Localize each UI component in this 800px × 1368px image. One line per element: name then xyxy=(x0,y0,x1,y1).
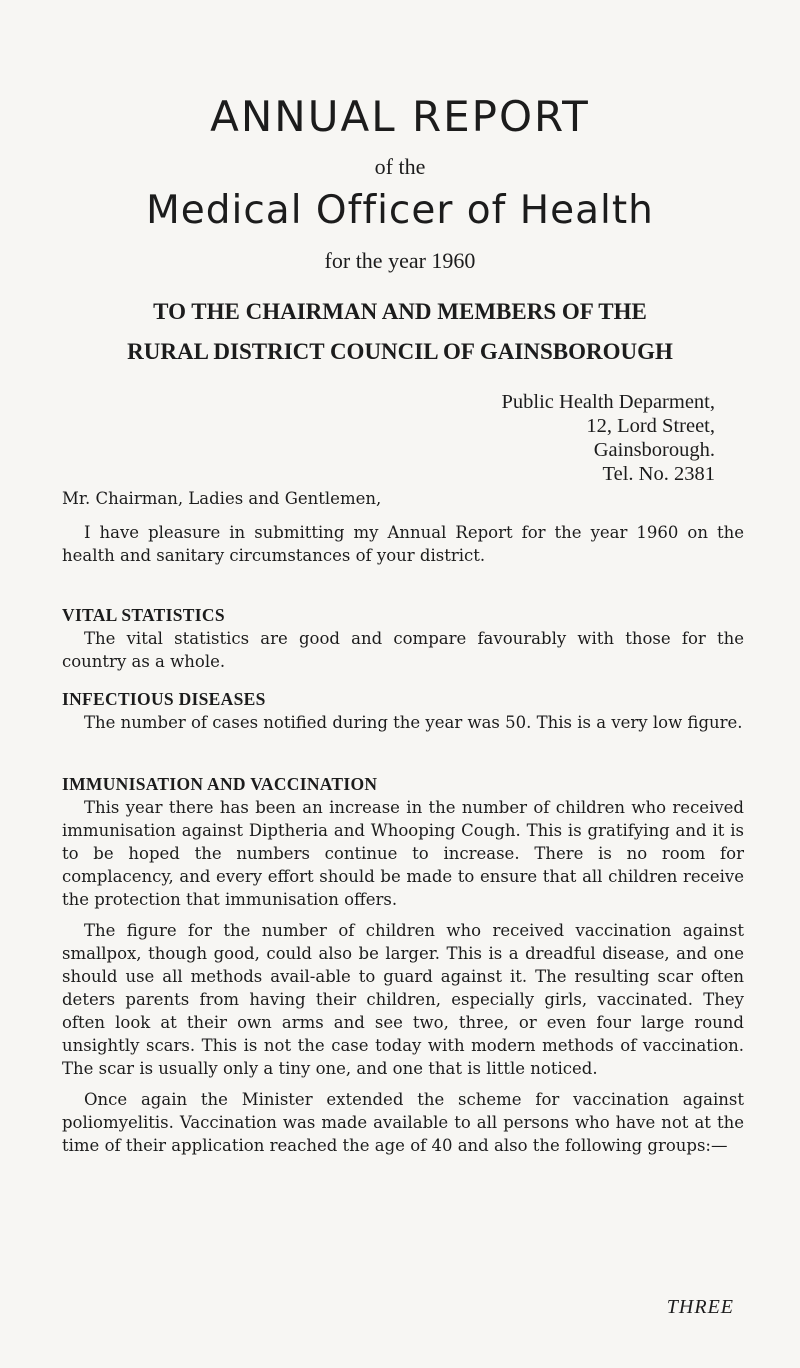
address-line-2: 12, Lord Street, xyxy=(586,415,715,437)
vital-statistics-section xyxy=(62,604,744,673)
page-number-label: THREE xyxy=(666,1296,734,1318)
intro-block xyxy=(62,521,744,567)
section-heading-immunisation: IMMUNISATION AND VACCINATION xyxy=(62,774,378,794)
salutation: Mr. Chairman, Ladies and Gentlemen, xyxy=(62,489,382,508)
addressee-block xyxy=(0,292,800,372)
address-line-1: Public Health Deparment, xyxy=(501,391,715,413)
immunisation-paragraph-3: Once again the Minister extended the scheme for vaccination against poliomyelitis. Vaccination was made available to all persons who have not at the time of their application reached the age of 40 and also the following groups:— xyxy=(62,1090,744,1155)
infectious-diseases-section xyxy=(62,688,744,734)
section-heading-vital: VITAL STATISTICS xyxy=(62,605,225,625)
section-heading-infectious: INFECTIOUS DISEASES xyxy=(62,689,266,709)
immunisation-paragraph-1: This year there has been an increase in the number of children who received immunisation against Diptheria and Whooping Cough. This is gratifying and it is to be hoped the numbers continue to increase. There is no room for complacency, and every effort should be made to ensure that all children receive the protection that immunisation offers. xyxy=(62,798,744,909)
salutation-block xyxy=(62,487,744,510)
addressee-line-2: RURAL DISTRICT COUNCIL OF GAINSBOROUGH xyxy=(127,339,673,364)
address-line-3: Gainsborough. xyxy=(593,439,715,461)
infectious-diseases-text: The number of cases notified during the year was 50. This is a very low figure. xyxy=(84,713,743,732)
address-line-4: Tel. No. 2381 xyxy=(602,463,715,485)
intro-paragraph: I have pleasure in submitting my Annual Report for the year 1960 on the health and sanitary circumstances of your district. xyxy=(62,523,744,565)
addressee-line-1: TO THE CHAIRMAN AND MEMBERS OF THE xyxy=(153,299,647,324)
immunisation-paragraph-2: The figure for the number of children who received vaccination against smallpox, though good, could also be larger. This is a dreadful disease, and one should use all methods avail-able to guard against it. The resulting scar often deters parents from having their children, especially girls, vaccinated. They often look at their own arms and see two, three, or even four large round unsightly scars. This is not the case today with modern methods of vaccination. The scar is usually only a tiny one, and one that is little noticed. xyxy=(62,921,744,1078)
report-title-of: of the xyxy=(374,154,426,179)
report-title: ANNUAL REPORT xyxy=(210,92,590,141)
report-subtitle: Medical Officer of Health xyxy=(146,188,654,233)
sender-address xyxy=(502,390,715,486)
report-year: for the year 1960 xyxy=(324,248,476,273)
vital-statistics-text: The vital statistics are good and compare favourably with those for the country as a whole. xyxy=(62,629,744,671)
immunisation-section xyxy=(62,773,744,1157)
